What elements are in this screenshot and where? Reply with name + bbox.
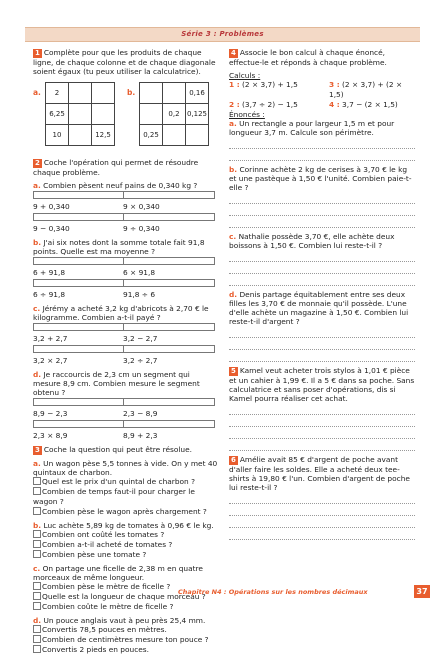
part-d: [33, 370, 218, 397]
label-b: b.: [127, 88, 136, 97]
grid-row: [46, 104, 115, 125]
option-label: 3,2 − 2,7: [123, 334, 158, 343]
option[interactable]: [123, 190, 213, 212]
option[interactable]: [33, 540, 218, 550]
checkbox[interactable]: [33, 530, 41, 538]
part-text: Un wagon pèse 5,5 tonnes à vide. On y met 40 quintaux de charbon.: [33, 459, 218, 477]
part-text: Nathalie possède 3,70 €, elle achète deux boissons à 1,50 €. Combien lui reste-t-il ?: [229, 232, 395, 250]
checkbox[interactable]: [33, 213, 125, 221]
part-label: b.: [229, 165, 238, 174]
grid-cell[interactable]: [163, 83, 186, 104]
magic-squares: [33, 82, 218, 154]
part-text: Corinne achète 2 kg de cerises à 3,70 € le kg et une pastèque à 1,50 € l'unité. Combien paie-t-elle ?: [229, 165, 412, 192]
part-a: [33, 181, 218, 190]
checkbox[interactable]: [33, 602, 41, 610]
answer-line[interactable]: [229, 193, 415, 204]
grid-cell[interactable]: [69, 125, 92, 146]
exercise-4: [229, 48, 415, 67]
checkbox[interactable]: [33, 191, 125, 199]
option-label: 9 − 0,340: [33, 224, 70, 233]
answer-line[interactable]: [229, 327, 415, 338]
option-label: 2,3 − 8,9: [123, 409, 158, 418]
exercise-text: Complète pour que les produits de chaque ligne, de chaque colonne et de chaque diagonale soient égaux (tu peux utiliser la calculatrice).: [33, 48, 216, 76]
option-label: Combien pèse le wagon après chargement ?: [42, 507, 207, 516]
part-text: J'ai six notes dont la somme totale fait 91,8 points. Quelle est ma moyenne ?: [33, 238, 205, 256]
label-a: a.: [33, 88, 41, 97]
grid-row: [140, 83, 209, 104]
options: [33, 530, 218, 560]
option[interactable]: [33, 625, 218, 635]
option[interactable]: [33, 212, 123, 234]
option[interactable]: [123, 256, 213, 278]
answer-line[interactable]: [229, 351, 415, 362]
option-label: 8,9 − 2,3: [33, 409, 68, 418]
enonce-b: [229, 165, 415, 192]
part-label: a.: [229, 119, 237, 128]
options: [33, 256, 218, 300]
part-label: a.: [33, 181, 41, 190]
checkbox[interactable]: [123, 213, 215, 221]
grid-cell[interactable]: 12,5: [92, 125, 115, 146]
part-label: c.: [33, 304, 41, 313]
option[interactable]: [33, 419, 123, 441]
option-label: Combien de temps faut-il pour charger le wagon ?: [33, 487, 195, 506]
part-label: d.: [33, 616, 42, 625]
answer-line[interactable]: [229, 404, 415, 415]
checkbox[interactable]: [33, 635, 41, 643]
grid-cell[interactable]: 0,16: [186, 83, 209, 104]
part-label: c.: [229, 232, 237, 241]
option-label: Combien pèse une tomate ?: [42, 550, 147, 559]
grid-cell[interactable]: 10: [46, 125, 69, 146]
checkbox[interactable]: [33, 507, 41, 515]
part-text: Un pouce anglais vaut à peu près 25,4 mm.: [43, 616, 206, 625]
checkbox[interactable]: [123, 345, 215, 353]
grid-cell[interactable]: [92, 83, 115, 104]
calc-number: 2 :: [229, 100, 240, 109]
checkbox[interactable]: [33, 323, 125, 331]
answer-line[interactable]: [229, 150, 415, 161]
answer-line[interactable]: [229, 440, 415, 451]
checkbox[interactable]: [33, 420, 125, 428]
exercise-text: Kamel veut acheter trois stylos à 1,01 € pièce et un cahier à 1,99 €. Il a 5 € dans sa poche. Sans calculatrice et sans poser d'opérations, dis si Kamel pourra réaliser cet achat.: [229, 366, 415, 403]
option-label: 9 + 0,340: [33, 202, 70, 211]
options: [33, 397, 218, 441]
option-label: Combien pèse le mètre de ficelle ?: [42, 582, 171, 591]
options: [33, 322, 218, 366]
part-d: [33, 616, 218, 625]
option-label: 3,2 ÷ 2,7: [123, 356, 158, 365]
grid-cell[interactable]: [140, 83, 163, 104]
option-label: Convertis 2 pieds en pouces.: [42, 645, 149, 654]
calc-item: [229, 100, 329, 110]
answer-line[interactable]: [229, 505, 415, 516]
exercise-text: Associe le bon calcul à chaque énoncé, effectue-le et réponds à chaque problème.: [229, 48, 387, 67]
options: [33, 582, 218, 612]
option[interactable]: [33, 550, 218, 560]
grid-cell[interactable]: 2: [46, 83, 69, 104]
exercise-6: [229, 455, 415, 492]
calculs-label: Calculs :: [229, 71, 261, 80]
enonces-label: Énoncés :: [229, 110, 265, 119]
checkbox[interactable]: [33, 645, 41, 653]
part-c: [33, 564, 218, 582]
page-number: 37: [414, 585, 430, 598]
option[interactable]: [33, 190, 123, 212]
part-c: [33, 304, 218, 322]
option[interactable]: [33, 645, 218, 655]
option[interactable]: [33, 397, 123, 419]
part-label: c.: [33, 564, 41, 573]
option[interactable]: [33, 487, 218, 507]
option[interactable]: [123, 419, 213, 441]
option-label: 9 × 0,340: [123, 202, 160, 211]
part-text: Jérémy a acheté 3,2 kg d'abricots à 2,70 € le kilogramme. Combien a-t-il payé ?: [33, 304, 209, 322]
grid-cell[interactable]: [140, 104, 163, 125]
calc-expression: (2 × 3,7) + 1,5: [242, 80, 298, 89]
answer-line[interactable]: [229, 529, 415, 540]
magic-square-b: [139, 82, 209, 146]
checkbox[interactable]: [123, 257, 215, 265]
checkbox[interactable]: [33, 279, 125, 287]
exercise-number: 4: [231, 49, 236, 57]
option[interactable]: [123, 278, 213, 300]
option-label: 3,2 × 2,7: [33, 356, 68, 365]
part-a: [33, 459, 218, 477]
grid-cell[interactable]: 6,25: [46, 104, 69, 125]
answer-line[interactable]: [229, 493, 415, 504]
exercise-text: Coche l'opération qui permet de résoudre chaque problème.: [33, 158, 199, 177]
part-text: Combien pèsent neuf pains de 0,340 kg ?: [43, 181, 198, 190]
option-label: 6 × 91,8: [123, 268, 156, 277]
grid-cell[interactable]: 0,125: [186, 104, 209, 125]
enonce-a: [229, 119, 415, 137]
calc-expression: (3,7 ÷ 2) − 1,5: [242, 100, 298, 109]
option-label: 8,9 + 2,3: [123, 431, 158, 440]
option-label: Quel est le prix d'un quintal de charbon ?: [42, 477, 196, 486]
option[interactable]: [33, 256, 123, 278]
checkbox[interactable]: [33, 487, 41, 495]
part-b: [33, 521, 218, 530]
option-label: 2,3 × 8,9: [33, 431, 68, 440]
left-column: [33, 48, 218, 655]
checkbox[interactable]: [33, 550, 41, 558]
calc-item: [329, 100, 415, 110]
option-label: 91,8 ÷ 6: [123, 290, 156, 299]
answer-line[interactable]: [229, 339, 415, 350]
checkbox[interactable]: [33, 582, 41, 590]
calc-number: 4 :: [329, 100, 340, 109]
grid-cell[interactable]: [92, 104, 115, 125]
option[interactable]: [33, 477, 218, 487]
answer-line[interactable]: [229, 263, 415, 274]
enonce-d: [229, 290, 415, 326]
exercise-2: [33, 158, 218, 177]
grid-row: [140, 104, 209, 125]
part-label: b.: [33, 238, 42, 247]
exercise-1: [33, 48, 218, 76]
option[interactable]: [33, 344, 123, 366]
grid-cell[interactable]: [69, 83, 92, 104]
calc-item: [329, 80, 415, 100]
option-label: Combien ont coûté les tomates ?: [42, 530, 165, 539]
option-label: Combien a-t-il acheté de tomates ?: [42, 540, 173, 549]
part-text: On partage une ficelle de 2,38 m en quatre morceaux de même longueur.: [33, 564, 203, 582]
option[interactable]: [33, 507, 218, 517]
grid-row: [46, 125, 115, 146]
options: [33, 477, 218, 517]
grid-cell[interactable]: [186, 125, 209, 146]
chapter-footer: Chapitre N4 : Opérations sur les nombres décimaux: [178, 588, 368, 596]
answer-line[interactable]: [229, 251, 415, 262]
answer-line[interactable]: [229, 517, 415, 528]
exercise-text: Coche la question qui peut être résolue.: [43, 445, 193, 454]
option-label: Combien de centimètres mesure ton pouce ?: [42, 635, 209, 644]
part-b: [33, 238, 218, 256]
part-label: b.: [33, 521, 42, 530]
grid-row: [140, 125, 209, 146]
answer-line[interactable]: [229, 217, 415, 228]
exercise-number: 1: [35, 49, 40, 57]
exercise-number: 3: [35, 446, 40, 454]
enonce-c: [229, 232, 415, 250]
right-column: [229, 48, 415, 541]
checkbox[interactable]: [123, 398, 215, 406]
grid-cell[interactable]: [163, 125, 186, 146]
checkbox[interactable]: [33, 540, 41, 548]
calc-item: [229, 80, 329, 100]
checkbox[interactable]: [123, 191, 215, 199]
calcs-list: [229, 80, 415, 110]
option[interactable]: [33, 530, 218, 540]
checkbox[interactable]: [33, 257, 125, 265]
answer-line[interactable]: [229, 428, 415, 439]
option[interactable]: [33, 278, 123, 300]
options: [33, 625, 218, 655]
part-text: Je raccourcis de 2,3 cm un segment qui mesure 8,9 cm. Combien mesure le segment obtenu ?: [33, 370, 200, 397]
answer-line[interactable]: [229, 275, 415, 286]
option[interactable]: [33, 602, 218, 612]
option-label: 6 ÷ 91,8: [33, 290, 66, 299]
checkbox[interactable]: [33, 345, 125, 353]
exercise-number: 6: [231, 456, 236, 464]
grid-cell[interactable]: 0,2: [163, 104, 186, 125]
part-label: d.: [229, 290, 238, 299]
answer-line[interactable]: [229, 416, 415, 427]
magic-square-a: [45, 82, 115, 146]
option-label: 6 + 91,8: [33, 268, 66, 277]
option[interactable]: [123, 397, 213, 419]
exercise-5: [229, 366, 415, 403]
part-text: Luc achète 5,89 kg de tomates à 0,96 € le kg.: [43, 521, 214, 530]
option[interactable]: [123, 344, 213, 366]
checkbox[interactable]: [123, 323, 215, 331]
series-header: Série 3 : Problèmes: [25, 27, 420, 42]
exercise-3: [33, 445, 218, 455]
grid-cell[interactable]: [69, 104, 92, 125]
exercise-number: 2: [35, 159, 40, 167]
checkbox[interactable]: [123, 420, 215, 428]
checkbox[interactable]: [33, 477, 41, 485]
part-label: d.: [33, 370, 42, 379]
option-label: Convertis 78,5 pouces en mètres.: [42, 625, 167, 634]
calc-number: 3 :: [329, 80, 340, 89]
option[interactable]: [123, 212, 213, 234]
checkbox[interactable]: [33, 592, 41, 600]
options: [33, 190, 218, 234]
option[interactable]: [33, 635, 218, 645]
calc-number: 1 :: [229, 80, 240, 89]
option-label: Combien coûte le mètre de ficelle ?: [42, 602, 174, 611]
grid-row: [46, 83, 115, 104]
option-label: Quelle est la longueur de chaque morceau ?: [42, 592, 206, 601]
answer-line[interactable]: [229, 205, 415, 216]
answer-line[interactable]: [229, 138, 415, 149]
exercise-text: Amélie avait 85 € d'argent de poche avant d'aller faire les soldes. Elle a acheté deux tee-shirts à 19,80 € l'un. Combien d'argent de poche lui reste-t-il ?: [229, 455, 410, 492]
part-text: Denis partage équitablement entre ses deux filles les 3,70 € de monnaie qu'il possède. L'une d'elle achète un magazine à 1,50 €. Combien lui reste-t-il d'argent ?: [229, 290, 409, 326]
part-label: a.: [33, 459, 41, 468]
checkbox[interactable]: [123, 279, 215, 287]
checkbox[interactable]: [33, 625, 41, 633]
part-text: Un rectangle a pour largeur 1,5 m et pour longueur 3,7 m. Calcule son périmètre.: [229, 119, 395, 137]
option-label: 3,2 + 2,7: [33, 334, 68, 343]
option[interactable]: [123, 322, 213, 344]
option-label: 9 ÷ 0,340: [123, 224, 160, 233]
option[interactable]: [33, 322, 123, 344]
checkbox[interactable]: [33, 398, 125, 406]
calc-expression: (2 × 3,7) + (2 × 1,5): [329, 80, 403, 99]
exercise-number: 5: [231, 367, 236, 375]
calc-expression: 3,7 − (2 × 1,5): [342, 100, 398, 109]
grid-cell[interactable]: 0,25: [140, 125, 163, 146]
